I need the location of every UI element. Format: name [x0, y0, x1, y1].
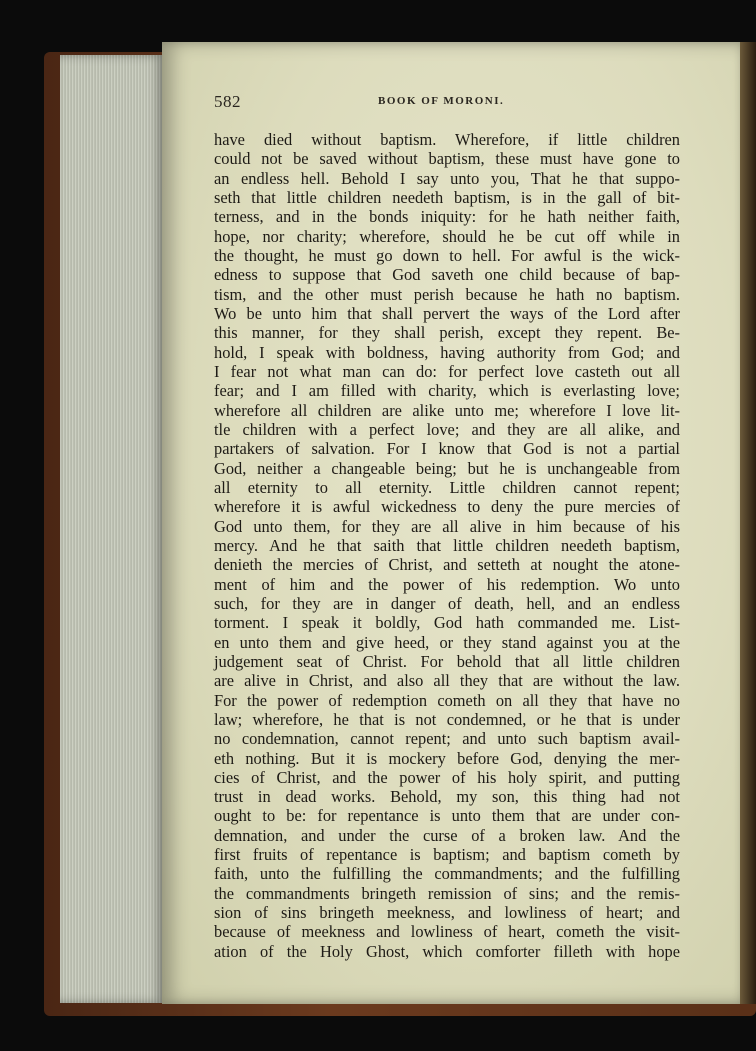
text-line: God, neither a changeable being; but he is unchangeable from — [214, 458, 680, 478]
text-line: ought to be: for repentance is unto them that are under con- — [214, 806, 680, 826]
text-line: mercy. And he that saith that little children needeth baptism, — [214, 535, 680, 555]
text-line: hold, I speak with boldness, having authority from God; and — [214, 342, 680, 362]
text-line: law; wherefore, he that is not condemned, or he that is under — [214, 709, 680, 729]
text-line: judgement seat of Christ. For behold that all little children — [214, 651, 680, 671]
text-line: en unto them and give heed, or they stand against you at the — [214, 632, 680, 652]
text-line: ment of him and the power of his redemption. Wo unto — [214, 574, 680, 594]
text-line: are alive in Christ, and also all they that are without the law. — [214, 671, 680, 691]
spine-shadow — [740, 42, 756, 1004]
text-line: have died without baptism. Wherefore, if little children — [214, 130, 680, 149]
text-line: wherefore all children are alike unto me; wherefore I love lit- — [214, 400, 680, 420]
text-line: the thought, he must go down to hell. For awful is the wick- — [214, 245, 680, 265]
body-text — [214, 130, 680, 961]
text-line: trust in dead works. Behold, my son, this thing had not — [214, 787, 680, 807]
text-line: torment. I speak it boldly, God hath commanded me. List- — [214, 613, 680, 633]
text-line: tism, and the other must perish because he hath no baptism. — [214, 284, 680, 304]
text-line: partakers of salvation. For I know that God is not a partial — [214, 439, 680, 459]
text-line: demnation, and under the curse of a broken law. And the — [214, 825, 680, 845]
text-line: edness to suppose that God saveth one child because of bap- — [214, 265, 680, 285]
page-edges — [60, 55, 164, 1003]
text-line: terness, and in the bonds iniquity: for he hath neither faith, — [214, 207, 680, 227]
text-line: tle children with a perfect love; and they are all alike, and — [214, 419, 680, 439]
text-line: all eternity to all eternity. Little children cannot repent; — [214, 477, 680, 497]
text-line: For the power of redemption cometh on all they that have no — [214, 690, 680, 710]
text-line: cies of Christ, and the power of his holy spirit, and putting — [214, 767, 680, 787]
text-line: Wo be unto him that shall pervert the ways of the Lord after — [214, 303, 680, 323]
text-line: such, for they are in danger of death, hell, and an endless — [214, 593, 680, 613]
text-line: an endless hell. Behold I say unto you, That he that suppo- — [214, 168, 680, 188]
text-line: first fruits of repentance is baptism; and baptism cometh by — [214, 845, 680, 865]
text-line: seth that little children needeth baptism, is in the gall of bit- — [214, 187, 680, 207]
text-line: wherefore it is awful wickedness to deny the pure mercies of — [214, 497, 680, 517]
text-line: I fear not what man can do: for perfect love casteth out all — [214, 361, 680, 381]
text-line: sion of sins bringeth meekness, and lowliness of heart; and — [214, 903, 680, 923]
text-line: could not be saved without baptism, these must have gone to — [214, 149, 680, 169]
text-line: the commandments bringeth remission of sins; and the remis- — [214, 883, 680, 903]
text-line: God unto them, for they are all alive in him because of his — [214, 516, 680, 536]
running-head — [214, 92, 680, 114]
text-line: ation of the Holy Ghost, which comforter filleth with hope — [214, 941, 680, 961]
text-line: this manner, for they shall perish, except they repent. Be- — [214, 323, 680, 343]
text-line: fear; and I am filled with charity, which is everlasting love; — [214, 381, 680, 401]
text-line: faith, unto the fulfilling the commandments; and the fulfilling — [214, 864, 680, 884]
text-line: no condemnation, cannot repent; and unto such baptism avail- — [214, 729, 680, 749]
text-line: hope, nor charity; wherefore, should he be cut off while in — [214, 226, 680, 246]
text-line: eth nothing. But it is mockery before God, denying the mer- — [214, 748, 680, 768]
page-number: 582 — [214, 92, 241, 111]
text-line: because of meekness and lowliness of heart, cometh the visit- — [214, 922, 680, 942]
text-line: denieth the mercies of Christ, and setteth at nought the atone- — [214, 555, 680, 575]
book-title: BOOK OF MORONI. — [378, 95, 505, 107]
